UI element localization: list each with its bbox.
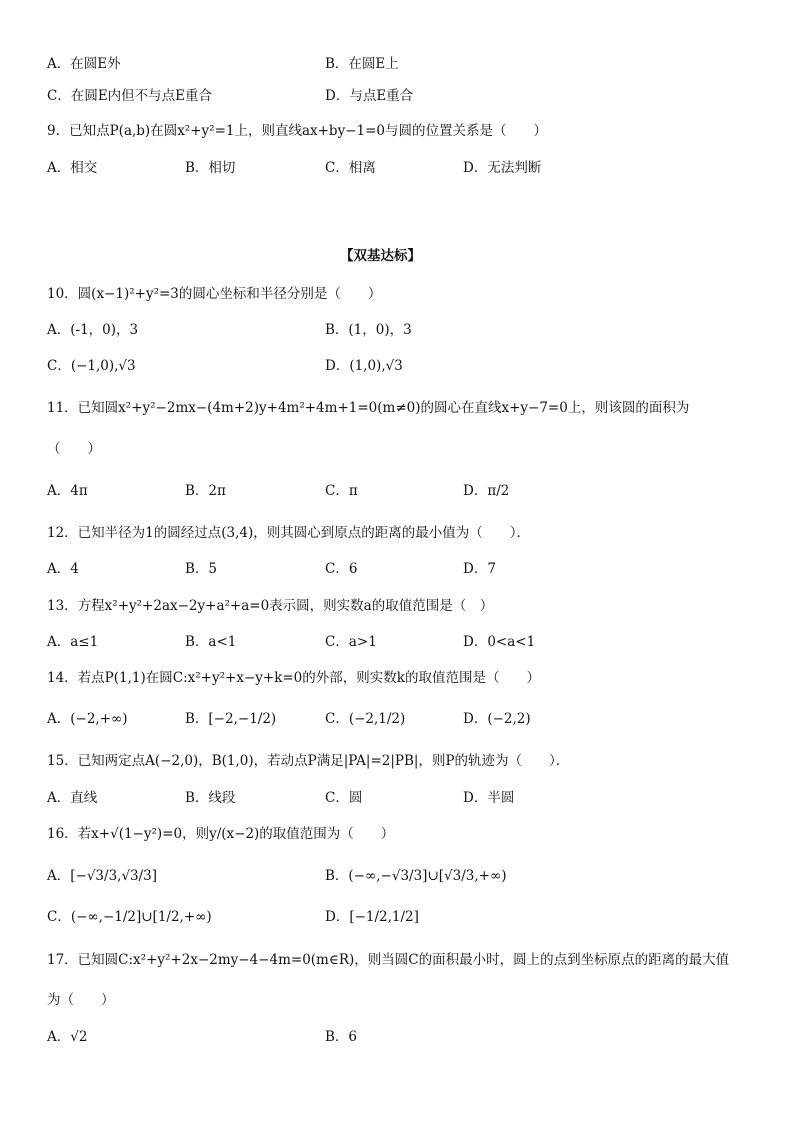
question-16: 16．若x+√(1−y²)=0，则y/(x−2)的取值范围为（ ） [47, 826, 395, 842]
option-b: B．在圆E上 [325, 56, 399, 72]
q13-option-a: A．a≤1 [47, 634, 99, 650]
option-c: C．在圆E内但不与点E重合 [47, 88, 213, 104]
q10-option-a: A．(-1，0)，3 [47, 322, 139, 338]
q10-option-b: B．(1，0)，3 [325, 322, 412, 338]
q9-option-a: A．相交 [47, 160, 98, 176]
question-10: 10．圆(x−1)²+y²=3的圆心坐标和半径分别是（ ） [47, 286, 382, 302]
q13-option-d: D．0<a<1 [463, 634, 536, 650]
q14-option-a: A．(−2,+∞) [47, 711, 128, 727]
question-12: 12．已知半径为1的圆经过点(3,4)，则其圆心到原点的距离的最小值为（ ）． [47, 525, 531, 541]
section-title: 【双基达标】 [340, 248, 421, 264]
question-17-cont: 为（ ） [47, 992, 115, 1008]
question-14: 14．若点P(1,1)在圆C:x²+y²+x−y+k=0的外部，则实数k的取值范围是（ ） [47, 670, 540, 686]
q10-option-c: C．(−1,0),√3 [47, 358, 136, 374]
q11-option-c: C．π [325, 483, 358, 499]
option-a: A．在圆E外 [47, 56, 121, 72]
q12-option-a: A．4 [47, 561, 79, 577]
q10-option-d: D．(1,0),√3 [325, 358, 403, 374]
q14-option-b: B．[−2,−1/2) [185, 711, 277, 727]
q16-option-b: B．(−∞,−√3/3]∪[√3/3,+∞) [325, 868, 507, 884]
q15-option-a: A．直线 [47, 790, 98, 806]
question-13: 13．方程x²+y²+2ax−2y+a²+a=0表示圆，则实数a的取值范围是（ ） [47, 598, 494, 614]
q9-option-c: C．相离 [325, 160, 376, 176]
q12-option-d: D．7 [463, 561, 496, 577]
q16-option-d: D．[−1/2,1/2] [325, 909, 419, 925]
question-11: 11．已知圆x²+y²−2mx−(4m+2)y+4m²+4m+1=0(m≠0)的圆心在直线x+y−7=0上，则该圆的面积为 [47, 400, 690, 416]
question-15: 15．已知两定点A(−2,0)，B(1,0)，若动点P满足|PA|=2|PB|，则P的轨迹为（ ）． [47, 753, 570, 769]
question-17: 17．已知圆C:x²+y²+2x−2my−4−4m=0(m∈R)，则当圆C的面积最小时，圆上的点到坐标原点的距离的最大值 [47, 952, 730, 968]
q12-option-b: B．5 [185, 561, 218, 577]
q16-option-c: C．(−∞,−1/2]∪[1/2,+∞) [47, 909, 212, 925]
q12-option-c: C．6 [325, 561, 358, 577]
q15-option-b: B．线段 [185, 790, 236, 806]
q15-option-d: D．半圆 [463, 790, 515, 806]
q13-option-c: C．a>1 [325, 634, 377, 650]
q14-option-c: C．(−2,1/2) [325, 711, 406, 727]
q11-option-a: A．4π [47, 483, 88, 499]
question-9: 9．已知点P(a,b)在圆x²+y²=1上，则直线ax+by−1=0与圆的位置关系是（ ） [47, 123, 548, 139]
option-d: D．与点E重合 [325, 88, 414, 104]
q9-option-d: D．无法判断 [463, 160, 542, 176]
q17-option-b: B．6 [325, 1029, 358, 1045]
q15-option-c: C．圆 [325, 790, 363, 806]
q14-option-d: D．(−2,2) [463, 711, 531, 727]
q11-option-b: B．2π [185, 483, 226, 499]
q9-option-b: B．相切 [185, 160, 236, 176]
q16-option-a: A．[−√3/3,√3/3] [47, 868, 158, 884]
q11-paren: （ ） [47, 441, 101, 457]
q13-option-b: B．a<1 [185, 634, 237, 650]
q17-option-a: A．√2 [47, 1029, 88, 1045]
q11-option-d: D．π/2 [463, 483, 510, 499]
